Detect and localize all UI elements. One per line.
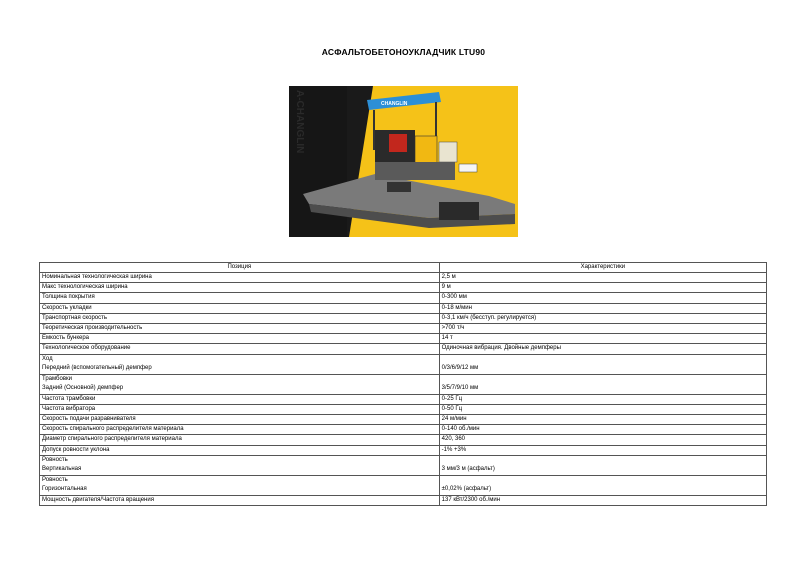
- spec-value-text: 0-140 об./мин: [441, 426, 480, 433]
- spec-value-text: 24 м/мин: [441, 416, 467, 423]
- spec-value: [439, 374, 766, 394]
- spec-label: [40, 435, 440, 445]
- spec-label-line: Трамбовки: [42, 375, 72, 382]
- spec-value-text: 3 мм/3 м (асфальт): [441, 466, 495, 473]
- spec-label: [40, 344, 440, 354]
- spec-label-line: Толщина покрытия: [42, 294, 95, 301]
- table-row: [40, 324, 767, 334]
- spec-value: [439, 334, 766, 344]
- table-row: [40, 404, 767, 414]
- specs-table: [39, 262, 767, 506]
- spec-label-line: Технологическое оборудование: [42, 345, 131, 352]
- table-row: [40, 475, 767, 495]
- spec-label-line: Номинальная технологическая ширина: [42, 274, 152, 280]
- spec-label: [40, 404, 440, 414]
- spec-value: [439, 435, 766, 445]
- photo-side-text: A-CHANGLIN: [294, 90, 305, 154]
- spec-label-line: Задний (Основной) демпфер: [42, 385, 124, 392]
- table-row: [40, 394, 767, 404]
- spec-label-line: Макс технологическая ширина: [42, 284, 128, 291]
- spec-value-text: 0-18 м/мин: [441, 304, 472, 311]
- paver-photo: [289, 86, 518, 237]
- table-row: [40, 313, 767, 323]
- spec-value-text: 3/5/7/9/10 мм: [441, 385, 479, 392]
- table-header-row: [40, 263, 767, 273]
- spec-label: [40, 324, 440, 334]
- spec-label: [40, 394, 440, 404]
- spec-value: [439, 415, 766, 425]
- spec-value-text: ±0,02% (асфальт): [441, 486, 492, 493]
- spec-label-line: Теоретическая производительность: [42, 325, 143, 332]
- spec-label: [40, 283, 440, 293]
- table-row: [40, 455, 767, 475]
- table-row: [40, 334, 767, 344]
- spec-value: [439, 283, 766, 293]
- spec-value-text: 14 т: [441, 335, 453, 342]
- spec-value-text: 0-3,1 км/ч (бесступ. регулируется): [441, 314, 537, 321]
- spec-value: [439, 495, 766, 505]
- spec-label-line: Мощность двигателя/Частота вращения: [42, 496, 154, 503]
- spec-label-line: Емкость бункера: [42, 335, 90, 342]
- table-row: [40, 273, 767, 283]
- spec-value-text: 2,5 м: [441, 274, 456, 280]
- spec-label-line: Горизонтальная: [42, 486, 87, 493]
- table-row: [40, 293, 767, 303]
- spec-label: [40, 495, 440, 505]
- spec-label-line: Транспортная скорость: [42, 314, 107, 321]
- table-row: [40, 344, 767, 354]
- photo-canopy-text: CHANGLIN: [381, 101, 408, 107]
- table-row: [40, 283, 767, 293]
- spec-label-line: Ровность: [42, 476, 68, 483]
- spec-value: [439, 293, 766, 303]
- spec-value-text: Одиночная вибрация. Двойные демпферы: [441, 345, 561, 352]
- table-row: [40, 425, 767, 435]
- spec-value: [439, 273, 766, 283]
- spec-label-line: Допуск ровности уклона: [42, 446, 110, 453]
- spec-label: [40, 425, 440, 435]
- spec-value: [439, 445, 766, 455]
- spec-value-text: -1% +3%: [441, 446, 467, 453]
- spec-value: [439, 303, 766, 313]
- table-row: [40, 374, 767, 394]
- spec-value-text: 0-50 Гц: [441, 405, 463, 412]
- spec-value: [439, 313, 766, 323]
- spec-label: [40, 334, 440, 344]
- spec-value: [439, 475, 766, 495]
- spec-label: [40, 445, 440, 455]
- table-row: [40, 495, 767, 505]
- document-title: АСФАЛЬТОБЕТОНОУКЛАДЧИК LTU90: [321, 47, 486, 57]
- spec-value: [439, 455, 766, 475]
- spec-label-line: Скорость подачи разравнивателя: [42, 416, 136, 423]
- table-row: [40, 303, 767, 313]
- header-position: Позиция: [40, 263, 440, 273]
- table-row: [40, 435, 767, 445]
- spec-value: [439, 324, 766, 334]
- spec-label-line: Диаметр спирального распределителя материала: [42, 436, 182, 443]
- spec-label-line: Скорость спирального распределителя материала: [42, 426, 184, 433]
- spec-label: [40, 475, 440, 495]
- spec-label-line: Ровность: [42, 456, 68, 463]
- spec-label-line: Частота трамбовки: [42, 395, 96, 402]
- spec-label: [40, 455, 440, 475]
- header-characteristics: Характеристики: [439, 263, 766, 273]
- spec-label: [40, 354, 440, 374]
- spec-value-text: 0/3/6/9/12 мм: [441, 365, 479, 372]
- spec-label-line: Вертикальная: [42, 466, 82, 473]
- spec-value: [439, 354, 766, 374]
- spec-label: [40, 415, 440, 425]
- spec-label-line: Скорость укладки: [42, 304, 92, 311]
- spec-value-text: 0-25 Гц: [441, 395, 463, 402]
- spec-value-text: 420, 360: [441, 436, 465, 443]
- spec-label: [40, 313, 440, 323]
- spec-value-text: 0-300 мм: [441, 294, 467, 301]
- spec-value-text: >700 т/ч: [441, 325, 465, 332]
- spec-value-text: 137 кВт/2300 об./мин: [441, 496, 501, 503]
- spec-value: [439, 404, 766, 414]
- table-row: [40, 445, 767, 455]
- spec-value-text: 9 м: [441, 284, 451, 291]
- spec-value: [439, 425, 766, 435]
- table-row: [40, 354, 767, 374]
- spec-label: [40, 303, 440, 313]
- spec-value: [439, 394, 766, 404]
- spec-label-line: Ход: [42, 355, 53, 362]
- spec-label: [40, 293, 440, 303]
- table-row: [40, 415, 767, 425]
- spec-value: [439, 344, 766, 354]
- spec-label-line: Передний (вспомогательный) демпфер: [42, 365, 152, 372]
- spec-label: [40, 273, 440, 283]
- spec-label: [40, 374, 440, 394]
- spec-label-line: Частота вибратора: [42, 405, 96, 412]
